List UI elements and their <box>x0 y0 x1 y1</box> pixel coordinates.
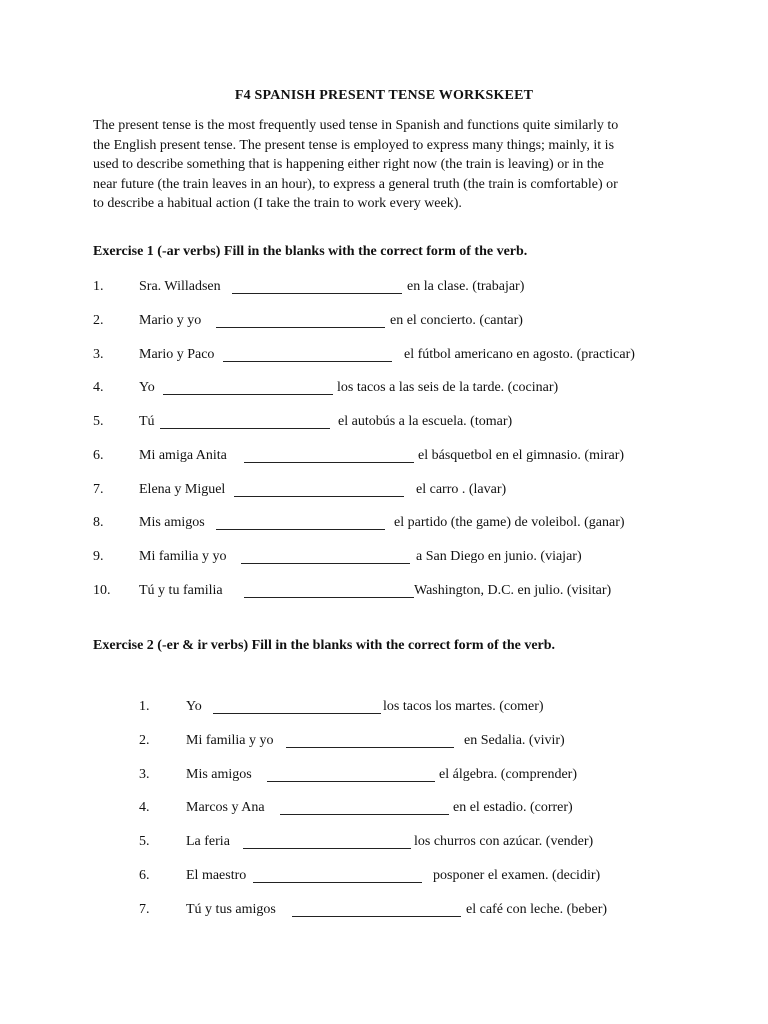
answer-blank[interactable] <box>213 713 381 714</box>
item-number: 10. <box>93 583 111 598</box>
item-subject: Marcos y Ana <box>186 800 265 815</box>
item-rest: Washington, D.C. en julio. (visitar) <box>414 583 612 598</box>
item-number: 2. <box>139 733 150 748</box>
exercise1-item <box>93 549 693 567</box>
item-number: 2. <box>93 313 104 328</box>
item-number: 6. <box>139 868 150 883</box>
exercise2-item <box>139 699 699 717</box>
exercise1-heading: Exercise 1 (-ar verbs) Fill in the blanks with the correct form of the verb. <box>93 244 528 259</box>
item-number: 5. <box>93 414 104 429</box>
exercise2-item <box>139 733 699 751</box>
item-subject: Mi familia y yo <box>186 733 274 748</box>
item-subject: Mario y Paco <box>139 347 215 362</box>
answer-blank[interactable] <box>163 394 333 395</box>
exercise1-item <box>93 347 693 365</box>
item-rest: el fútbol americano en agosto. (practicar) <box>404 347 635 362</box>
item-rest: en el estadio. (correr) <box>453 800 573 815</box>
exercise2-item <box>139 834 699 852</box>
item-subject: Mis amigos <box>139 515 205 530</box>
answer-blank[interactable] <box>244 597 414 598</box>
item-subject: Mario y yo <box>139 313 202 328</box>
intro-line: near future (the train leaves in an hour), to express a general truth (the train is comfortable) or <box>93 176 618 192</box>
item-number: 4. <box>93 380 104 395</box>
answer-blank[interactable] <box>286 747 454 748</box>
item-number: 5. <box>139 834 150 849</box>
answer-blank[interactable] <box>241 563 410 564</box>
item-rest: los tacos los martes. (comer) <box>383 699 544 714</box>
item-number: 7. <box>93 482 104 497</box>
item-number: 6. <box>93 448 104 463</box>
item-rest: en Sedalia. (vivir) <box>464 733 565 748</box>
item-subject: Yo <box>186 699 202 714</box>
exercise1-item <box>93 279 693 297</box>
item-rest: el carro . (lavar) <box>416 482 507 497</box>
item-rest: los tacos a las seis de la tarde. (cocinar) <box>337 380 559 395</box>
exercise1-item <box>93 583 693 601</box>
answer-blank[interactable] <box>216 529 385 530</box>
exercise2-heading: Exercise 2 (-er & ir verbs) Fill in the blanks with the correct form of the verb. <box>93 638 556 653</box>
item-subject: Sra. Willadsen <box>139 279 221 294</box>
intro-line: The present tense is the most frequently used tense in Spanish and functions quite similarly to <box>93 118 619 133</box>
exercise1-item <box>93 313 693 331</box>
answer-blank[interactable] <box>267 781 435 782</box>
exercise2-item <box>139 902 699 920</box>
answer-blank[interactable] <box>234 496 404 497</box>
answer-blank[interactable] <box>160 428 330 429</box>
item-number: 3. <box>139 767 150 782</box>
exercise1-item <box>93 414 693 432</box>
worksheet-title: F4 SPANISH PRESENT TENSE WORKSKEET <box>234 88 534 103</box>
exercise1-item <box>93 380 693 398</box>
item-number: 1. <box>139 699 150 714</box>
item-rest: en la clase. (trabajar) <box>407 279 525 294</box>
item-subject: Elena y Miguel <box>139 482 226 497</box>
item-number: 3. <box>93 347 104 362</box>
exercise2-item <box>139 767 699 785</box>
item-rest: el autobús a la escuela. (tomar) <box>338 414 513 429</box>
item-number: 4. <box>139 800 150 815</box>
item-subject: Tú <box>139 414 155 429</box>
item-rest: los churros con azúcar. (vender) <box>414 834 594 849</box>
intro-paragraph <box>93 116 683 214</box>
intro-line: to describe a habitual action (I take the train to work every week). <box>93 196 462 211</box>
item-number: 1. <box>93 279 104 294</box>
answer-blank[interactable] <box>292 916 461 917</box>
answer-blank[interactable] <box>216 327 385 328</box>
answer-blank[interactable] <box>244 462 414 463</box>
exercise2-item <box>139 868 699 886</box>
answer-blank[interactable] <box>253 882 422 883</box>
answer-blank[interactable] <box>243 848 411 849</box>
intro-line: used to describe something that is happening either right now (the train is leaving) or in the <box>93 157 604 172</box>
item-number: 7. <box>139 902 150 917</box>
answer-blank[interactable] <box>280 814 449 815</box>
item-subject: Mi amiga Anita <box>139 448 227 463</box>
item-rest: a San Diego en junio. (viajar) <box>416 549 582 564</box>
item-rest: el partido (the game) de voleibol. (ganar) <box>394 515 625 530</box>
exercise2-item <box>139 800 699 818</box>
item-subject: Tú y tu familia <box>139 583 223 598</box>
item-rest: el álgebra. (comprender) <box>439 767 577 782</box>
item-subject: Yo <box>139 380 155 395</box>
item-subject: Mis amigos <box>186 767 252 782</box>
answer-blank[interactable] <box>232 293 402 294</box>
item-rest: en el concierto. (cantar) <box>390 313 523 328</box>
item-rest: el básquetbol en el gimnasio. (mirar) <box>418 448 625 463</box>
answer-blank[interactable] <box>223 361 392 362</box>
item-subject: Tú y tus amigos <box>186 902 276 917</box>
exercise1-item <box>93 448 693 466</box>
item-subject: La feria <box>186 834 230 849</box>
item-number: 9. <box>93 549 104 564</box>
item-rest: posponer el examen. (decidir) <box>433 868 601 883</box>
item-subject: Mi familia y yo <box>139 549 227 564</box>
item-number: 8. <box>93 515 104 530</box>
exercise1-item <box>93 482 693 500</box>
item-rest: el café con leche. (beber) <box>466 902 608 917</box>
item-subject: El maestro <box>186 868 247 883</box>
exercise1-item <box>93 515 693 533</box>
intro-line: the English present tense. The present tense is employed to express many things; mainly, it is <box>93 137 615 153</box>
